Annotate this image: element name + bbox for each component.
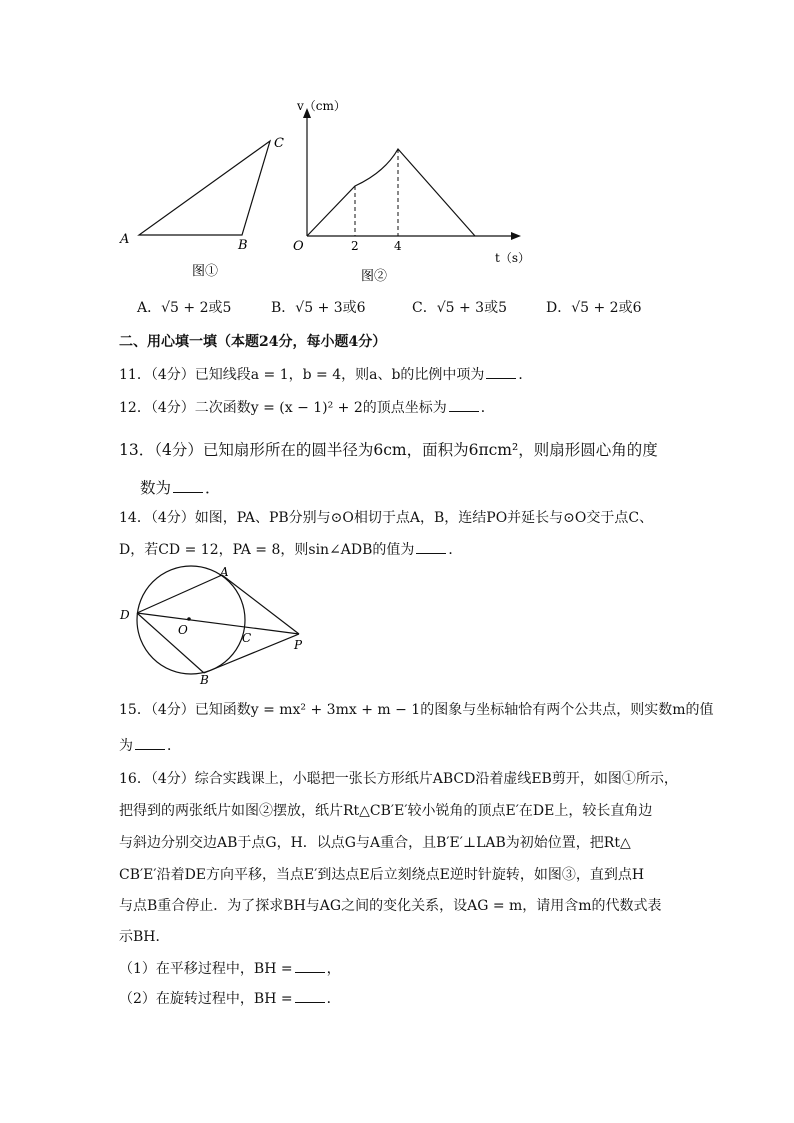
option-a: A．√5 + 2或5 — [137, 300, 232, 316]
question-16-line-4: CB′E′沿着DE方向平移，当点E′到达点E后立刻绕点E逆时针旋转，如图③，直到点H — [119, 867, 645, 883]
q16-p1-end: ， — [326, 961, 341, 977]
question-15-line-2 — [119, 737, 181, 755]
label-D: D — [120, 608, 130, 622]
label-B: B — [238, 238, 248, 253]
label-O: O — [178, 623, 188, 637]
label-A: A — [120, 232, 130, 247]
q13-end: ． — [205, 479, 221, 497]
chord-db — [137, 613, 204, 673]
option-c: C．√5 + 3或5 — [412, 300, 507, 316]
label-C: C — [274, 136, 284, 151]
question-16-part-1 — [119, 960, 341, 978]
figure-1-triangle — [110, 125, 300, 285]
figure-1-caption: 图① — [192, 264, 219, 279]
q14-blank — [416, 541, 446, 554]
figure-3-circle-tangents — [110, 560, 320, 690]
q15-blank — [135, 737, 165, 750]
question-13-line-2 — [140, 478, 221, 498]
x-axis-label: t（s） — [495, 251, 530, 265]
question-16-line-5: 与点B重合停止．为了探求BH与AG之间的变化关系，设AG = m，请用含m的代数式表 — [119, 898, 662, 914]
question-11 — [119, 366, 532, 384]
question-15-line-1: 15．（4分）已知函数y = mx² + 3mx + m − 1的图象与坐标轴恰有两个公共点，则实数m的值 — [119, 702, 714, 718]
question-16-line-3: 与斜边分别交边AB于点G，H．以点G与A重合，且B′E′⊥LAB为初始位置，把Rt△ — [119, 835, 631, 851]
q16-p2-text: （2）在旋转过程中，BH = — [119, 991, 293, 1007]
y-axis-label: v（cm） — [297, 99, 346, 113]
q16-p1-blank — [295, 960, 325, 973]
option-d: D．√5 + 2或6 — [546, 300, 642, 316]
question-16-part-2 — [119, 990, 341, 1008]
q11-blank — [486, 366, 516, 379]
figure-2-caption: 图② — [361, 269, 388, 284]
question-12 — [119, 399, 495, 417]
question-13-line-1: 13．（4分）已知扇形所在的圆半径为6cm，面积为6πcm²，则扇形圆心角的度 — [119, 441, 658, 459]
tangent-pb — [204, 634, 299, 673]
figure-2-graph — [285, 90, 535, 284]
q11-end: ． — [518, 367, 533, 383]
q15-end: ． — [167, 738, 181, 754]
label-P: P — [294, 638, 303, 652]
q12-text: 12．（4分）二次函数y = (x − 1)² + 2的顶点坐标为 — [119, 400, 447, 416]
label-B: B — [200, 673, 209, 687]
q13-blank — [173, 480, 203, 493]
question-16-line-2: 把得到的两张纸片如图②摆放，纸片Rt△CB′E′较小锐角的顶点E′在DE上，较长直角边 — [119, 803, 653, 819]
question-14-line-1: 14．（4分）如图，PA、PB分别与⊙O相切于点A，B，连结PO并延长与⊙O交于点C、 — [119, 510, 654, 526]
q14-text: D，若CD = 12，PA = 8，则sin∠ADB的值为 — [119, 542, 415, 558]
section-2-heading: 二、用心填一填（本题24分，每小题4分） — [119, 334, 387, 350]
q11-text: 11．（4分）已知线段a = 1，b = 4，则a、b的比例中项为 — [119, 367, 485, 383]
question-16-line-6: 示BH． — [119, 929, 170, 945]
q16-p1-text: （1）在平移过程中，BH = — [119, 961, 293, 977]
speed-curve — [307, 149, 475, 236]
label-A: A — [220, 565, 229, 579]
center-point — [187, 617, 191, 621]
q16-p2-end: ． — [326, 991, 341, 1007]
option-b: B．√5 + 3或6 — [271, 300, 366, 316]
q16-p2-blank — [295, 990, 325, 1003]
triangle-abc — [139, 141, 270, 235]
line-dp — [137, 613, 299, 634]
q14-end: ． — [448, 542, 463, 558]
q13-text: 数为 — [140, 479, 172, 497]
label-C: C — [242, 631, 252, 645]
q12-end: ． — [480, 400, 495, 416]
origin-label: O — [293, 239, 304, 254]
question-14-line-2 — [119, 541, 462, 559]
q15-text: 为 — [119, 738, 133, 754]
x-axis-arrow — [511, 232, 521, 240]
tick-label-4: 4 — [394, 239, 402, 253]
chord-da — [137, 575, 222, 613]
question-16-line-1: 16．（4分）综合实践课上，小聪把一张长方形纸片ABCD沿着虚线EB剪开，如图①所示， — [119, 771, 678, 787]
tick-label-2: 2 — [351, 239, 359, 253]
q12-blank — [449, 399, 479, 412]
